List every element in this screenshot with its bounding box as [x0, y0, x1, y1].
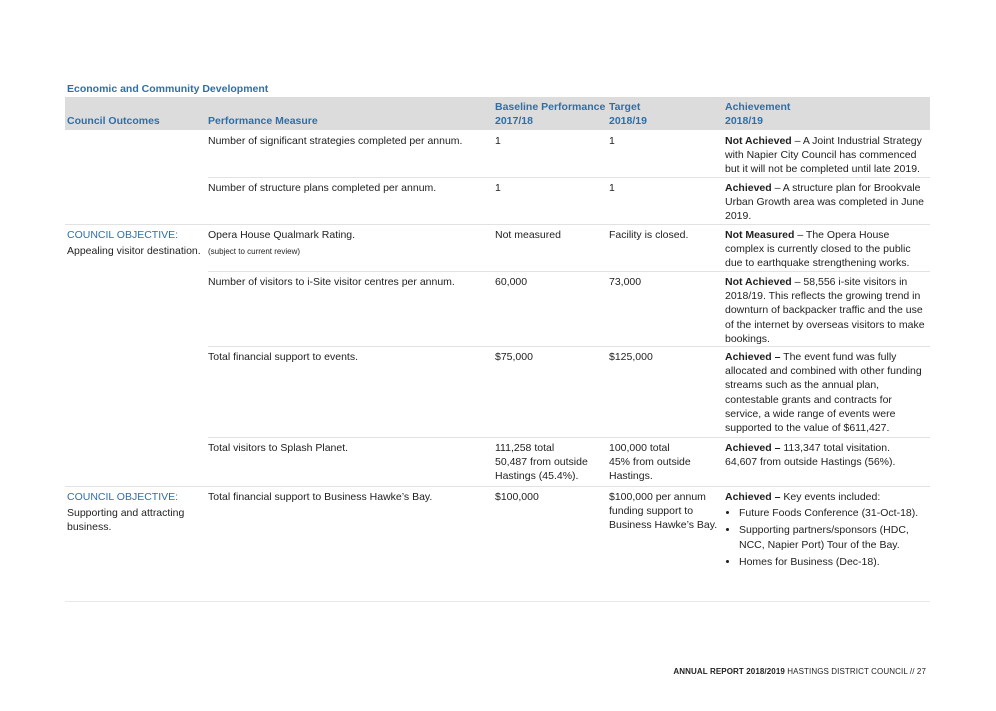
- achievement-text: Key events included:: [780, 491, 881, 503]
- list-item: • Homes for Business (Dec-18).: [739, 555, 930, 569]
- baseline-value: 1: [495, 135, 501, 147]
- achievement-status: Not Achieved: [725, 135, 792, 147]
- target-value: Facility is closed.: [609, 229, 689, 241]
- objective-label: COUNCIL OBJECTIVE:: [67, 491, 179, 503]
- performance-measure: Number of significant strategies completed per annum.: [208, 135, 463, 147]
- header-target: [609, 100, 647, 128]
- target-value: [609, 441, 721, 484]
- target-value: 1: [609, 182, 615, 194]
- achievement-text: The event fund was fully allocated and combined with other funding streams such as the annual plan, contestable grants and contracts for service, a wide range of events were supported to the value of $611,427.: [725, 351, 922, 435]
- list-item: • Supporting partners/sponsors (HDC, NCC, Napier Port) Tour of the Bay.: [739, 523, 930, 551]
- achievement: [725, 490, 930, 572]
- header-achievement: [725, 100, 790, 128]
- achievement-text: 113,347 total visitation.: [780, 442, 890, 454]
- baseline-value: $100,000: [495, 491, 539, 503]
- header-baseline: [495, 100, 605, 128]
- performance-measure: Number of visitors to i-Site visitor centres per annum.: [208, 276, 455, 288]
- baseline-value: [495, 441, 605, 484]
- footer-council-name: HASTINGS DISTRICT COUNCIL: [787, 667, 908, 676]
- objective-text: Appealing visitor destination.: [67, 245, 201, 258]
- measure-note: (subject to current review): [208, 247, 301, 257]
- row-divider: [65, 486, 930, 487]
- header-council-outcomes: Council Outcomes: [67, 115, 160, 127]
- objective-label: COUNCIL OBJECTIVE:: [67, 229, 179, 241]
- target-value: 1: [609, 135, 615, 147]
- achievement-status: Not Achieved: [725, 276, 792, 288]
- achievement: [725, 228, 930, 271]
- row-divider: [208, 177, 930, 178]
- header-achievement-line1: Achievement: [725, 101, 791, 113]
- baseline-line: 50,487 from outside Hastings (45.4%).: [495, 456, 588, 483]
- table-bottom-line: [65, 601, 930, 602]
- target-value: $100,000 per annum funding support to Business Hawke’s Bay.: [609, 491, 718, 532]
- achievement: [725, 350, 930, 435]
- row-divider: [65, 224, 930, 225]
- list-item: • Future Foods Conference (31-Oct-18).: [739, 506, 930, 520]
- table-header: [65, 97, 930, 130]
- council-objective: [67, 490, 207, 535]
- baseline-line: 111,258 total: [495, 442, 555, 454]
- performance-measure: Total financial support to events.: [208, 351, 359, 363]
- footer-report-title: ANNUAL REPORT 2018/2019: [673, 667, 785, 676]
- performance-measure: Total visitors to Splash Planet.: [208, 442, 349, 454]
- row-divider: [208, 346, 930, 347]
- achievement-text: – A structure plan for Brookvale Urban Growth area was completed in June 2019.: [725, 182, 925, 223]
- objective-text: Supporting and attracting business.: [67, 507, 185, 534]
- achievement-status: Not Measured: [725, 229, 795, 241]
- performance-measure: [208, 228, 490, 259]
- measure-text: Opera House Qualmark Rating.: [208, 229, 356, 241]
- row-divider: [208, 437, 930, 438]
- achievement-text: – A Joint Industrial Strategy with Napier City Council has commenced but it will not be completed until late 2019.: [725, 135, 922, 176]
- section-title: Economic and Community Development: [67, 83, 269, 95]
- performance-measure: Number of structure plans completed per annum.: [208, 182, 437, 194]
- footer-separator: //: [909, 667, 915, 676]
- baseline-value: 1: [495, 182, 501, 194]
- achievement: [725, 275, 930, 346]
- council-objective: [67, 228, 207, 258]
- achievement: [725, 134, 930, 177]
- achievement-bullet-list: [725, 506, 930, 569]
- achievement-status: Achieved –: [725, 442, 781, 454]
- target-line: 100,000 total: [609, 442, 670, 454]
- header-achievement-line2: 2018/19: [725, 115, 763, 127]
- baseline-value: 60,000: [495, 276, 528, 288]
- achievement-status: Achieved: [725, 182, 772, 194]
- baseline-value: $75,000: [495, 351, 533, 363]
- baseline-value: Not measured: [495, 229, 561, 241]
- header-baseline-line1: Baseline Performance: [495, 101, 606, 113]
- achievement-line2: 64,607 from outside Hastings (56%).: [725, 456, 896, 469]
- performance-measure: Total financial support to Business Hawke’s Bay.: [208, 491, 433, 503]
- header-target-line1: Target: [609, 101, 641, 113]
- row-divider: [208, 271, 930, 272]
- header-target-line2: 2018/19: [609, 115, 647, 127]
- page-footer: [673, 667, 926, 676]
- achievement-status: Achieved –: [725, 351, 781, 363]
- header-performance-measure: Performance Measure: [208, 115, 318, 127]
- target-value: $125,000: [609, 351, 653, 363]
- achievement-text: – The Opera House complex is currently closed to the public due to earthquake strengthening works.: [725, 229, 911, 270]
- page-number: 27: [916, 667, 926, 676]
- target-value: 73,000: [609, 276, 642, 288]
- header-baseline-line2: 2017/18: [495, 115, 533, 127]
- target-line: 45% from outside Hastings.: [609, 456, 691, 483]
- achievement: [725, 441, 930, 469]
- achievement-status: Achieved –: [725, 491, 781, 503]
- achievement-text: – 58,556 i-site visitors in 2018/19. This reflects the growing trend in downturn of backpacker traffic and the use of the internet by overseas visitors to make bookings.: [725, 276, 925, 345]
- achievement: [725, 181, 930, 224]
